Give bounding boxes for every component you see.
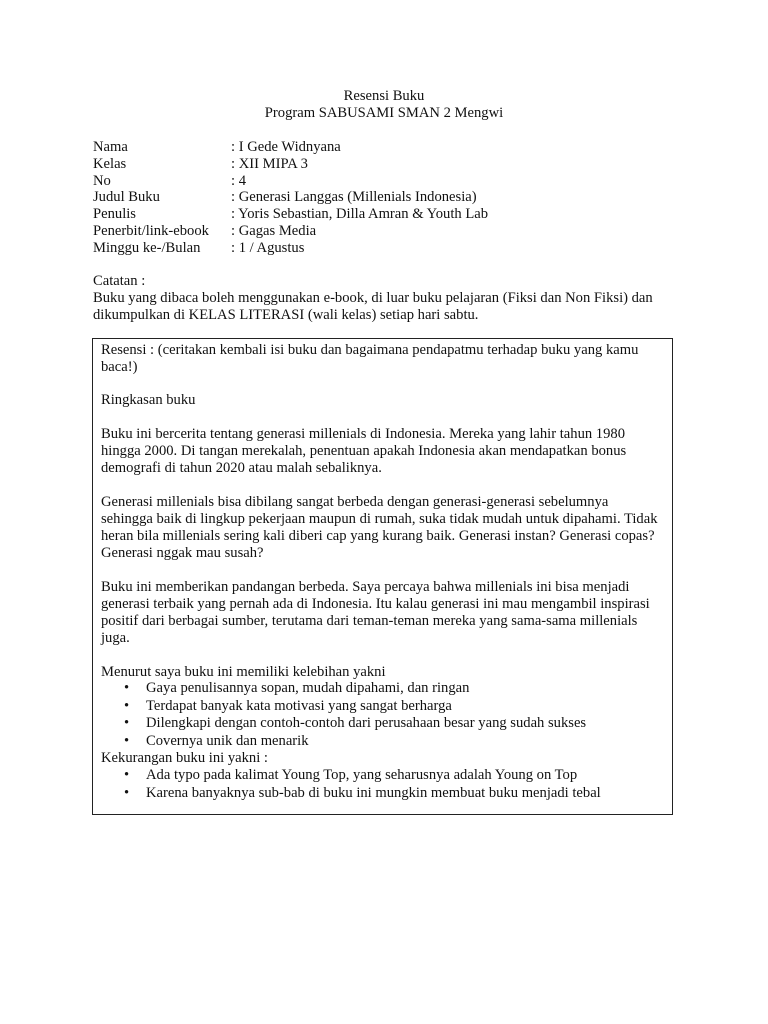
review-box [92,338,673,815]
bullet-icon: • [124,715,130,731]
summary-paragraph-2: Generasi millenials bisa dibilang sangat berbeda dengan generasi-generasi sebelumnya sehingga baik di lingkup pekerjaan maupun di rumah, suka tidak mudah untuk dipahami. Tidak heran bila millenials sering kali diberi cap yang kurang baik. Generasi instan? Generasi copas? Generasi nggak mau susah? [101,494,658,561]
info-value: : 4 [231,172,246,189]
list-item-text: Karena banyaknya sub-bab di buku ini mungkin membuat buku menjadi tebal [146,784,601,801]
strengths-heading: Menurut saya buku ini memiliki kelebihan yakni [101,664,386,680]
info-value: : XII MIPA 3 [231,155,308,172]
notes-section [93,273,683,324]
student-info [93,139,488,257]
review-prompt: Resensi : (ceritakan kembali isi buku dan bagaimana pendapatmu terhadap buku yang kamu baca!) [101,342,639,375]
weaknesses-heading: Kekurangan buku ini yakni : [101,750,268,766]
info-row-nama [93,139,488,156]
summary-paragraph-1: Buku ini bercerita tentang generasi millenials di Indonesia. Mereka yang lahir tahun 1980 hingga 2000. Di tangan merekalah, penentuan apakah Indonesia akan mendapatkan bonus demografi di tahun 2020 atau malah sebaliknya. [101,426,627,476]
info-label: Kelas [93,155,127,172]
info-row-penulis [93,206,488,223]
list-item-text: Covernya unik dan menarik [146,732,309,749]
list-item [101,680,586,698]
notes-text: Buku yang dibaca boleh menggunakan e-book, di luar buku pelajaran (Fiksi dan Non Fiksi) dan dikumpulkan di KELAS LITERASI (wali kelas) setiap hari sabtu. [93,290,653,323]
list-item-text: Ada typo pada kalimat Young Top, yang seharusnya adalah Young on Top [146,767,578,783]
document-title: Resensi Buku [343,88,425,104]
info-value: : Yoris Sebastian, Dilla Amran & Youth Lab [231,206,489,223]
bullet-icon: • [124,732,130,749]
info-label: Judul Buku [93,189,160,206]
info-value: : 1 / Agustus [231,239,305,256]
weaknesses-list [101,767,601,802]
info-row-kelas [93,156,488,173]
list-item [101,785,601,803]
info-label: Minggu ke-/Bulan [93,239,201,256]
bullet-icon: • [124,697,130,714]
info-row-no [93,173,488,190]
info-row-minggu-bulan [93,240,488,257]
notes-heading: Catatan : [93,273,146,289]
list-item [101,767,601,785]
info-value: : Generasi Langgas (Millenials Indonesia) [231,189,477,206]
info-label: Penerbit/link-ebook [93,222,209,239]
list-item-text: Dilengkapi dengan contoh-contoh dari perusahaan besar yang sudah sukses [146,715,587,731]
summary-paragraph-3: Buku ini memberikan pandangan berbeda. Saya percaya bahwa millenials ini bisa menjadi generasi terbaik yang pernah ada di Indonesia. Itu kalau generasi ini mau mengambil inspirasi positif dari berbagai sumber, terutama dari teman-teman mereka yang sama-sama millenials juga. [101,579,650,646]
info-label: Penulis [93,206,136,223]
list-item-text: Gaya penulisannya sopan, mudah dipahami, dan ringan [146,680,470,696]
bullet-icon: • [124,767,130,783]
list-item-text: Terdapat banyak kata motivasi yang sangat berharga [146,697,452,714]
info-label: Nama [93,139,128,155]
info-value: : I Gede Widnyana [231,139,341,155]
list-item [101,698,586,716]
bullet-icon: • [124,680,130,696]
list-item [101,715,586,733]
info-row-penerbit [93,223,488,240]
list-item [101,733,586,751]
strengths-list [101,680,586,750]
info-label: No [93,172,111,189]
info-value: : Gagas Media [231,222,317,239]
bullet-icon: • [124,784,130,801]
summary-heading: Ringkasan buku [101,392,196,408]
document-subtitle: Program SABUSAMI SMAN 2 Mengwi [264,105,504,121]
info-row-judul-buku [93,189,488,206]
